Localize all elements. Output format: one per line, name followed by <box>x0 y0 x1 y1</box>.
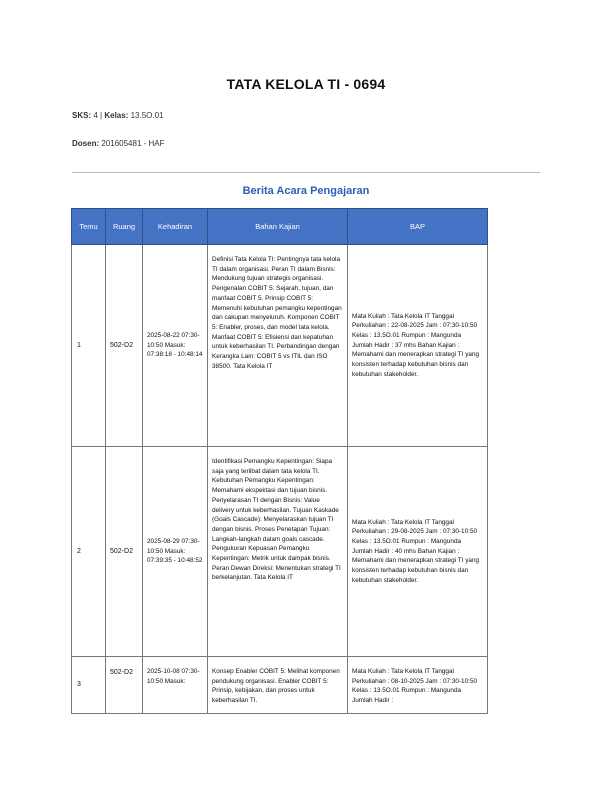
cell-bahan-kajian: Konsep Enabler COBIT 5: Melihat komponen pendukung organisasi. Enabler COBIT 5: Prinsip, kebijakan, dan proses untuk keberhasilan TI. <box>208 657 348 714</box>
course-meta <box>72 111 164 120</box>
header-kehadiran: Kehadiran <box>143 209 208 245</box>
header-bahan-kajian: Bahan Kajian <box>208 209 348 245</box>
cell-kehadiran: 2025-08-22 07:30-10:50 Masuk: 07:38:18 - 10:48:14 <box>143 245 208 447</box>
cell-bahan-kajian: Definisi Tata Kelola TI: Pentingnya tata kelola TI dalam organisasi. Peran TI dalam Bisnis: Mendukung tujuan strategis organisasi. Pengenalan COBIT 5: Sejarah, tujuan, dan manfaat COBIT 5. Prinsip COBIT 5: Memenuhi kebutuhan pemangku kepentingan dan cakupan menyeluruh. Komponen COBIT 5: Enabler, proses, dan model tata kelola. Manfaat COBIT 5: Efisiensi dan kepatuhan untuk keberhasilan TI. Perbandingan dengan Kerangka Lain: COBIT 5 vs ITIL dan ISO 38500. Tata Kelola IT <box>208 245 348 447</box>
kelas-value: 13.5O.01 <box>130 111 164 120</box>
sks-value: 4 | <box>93 111 105 120</box>
cell-ruang: 502-D2 <box>106 657 143 714</box>
document-title: TATA KELOLA TI - 0694 <box>226 76 386 92</box>
cell-temu: 1 <box>72 245 106 447</box>
sks-label: SKS: <box>72 111 92 120</box>
cell-kehadiran: 2025-08-29 07:30-10:50 Masuk: 07:39:35 - 10:48:52 <box>143 447 208 657</box>
bap-table <box>71 208 488 714</box>
cell-bap: Mata Kuliah : Tata Kelola IT Tanggal Perkuliahan : 22-08-2025 Jam : 07:30-10:50 Kelas : 13.5O.01 Rumpun : Mangunda Jumlah Hadir : 37 mhs Bahan Kajian : Memahami dan menerapkan strategi TI yang konsisten terhadap kebutuhan bisnis dan kebutuhan stakeholder. <box>348 245 488 447</box>
divider <box>72 172 540 173</box>
dosen-label: Dosen: <box>72 139 100 148</box>
cell-temu: 3 <box>72 657 106 714</box>
header-temu: Temu <box>72 209 106 245</box>
cell-ruang: 502-D2 <box>106 447 143 657</box>
cell-bahan-kajian: Identifikasi Pemangku Kepentingan: Siapa saja yang terlibat dalam tata kelola TI. Kebutuhan Pemangku Kepentingan: Memahami ekspektasi dan tujuan bisnis. Penyelarasan TI dengan Bisnis: Value delivery untuk keberhasilan. Tujuan Kaskade (Goals Cascade): Menyelaraskan tujuan TI dengan bisnis. Proses Penetapan Tujuan: Langkah-langkah dalam goals cascade. Pengukuran Kepuasan Pemangku Kepentingan: Metrik untuk dampak bisnis. Peran Dewan Direksi: Menentukan strategi TI berkelanjutan. Tata Kelola IT <box>208 447 348 657</box>
cell-temu: 2 <box>72 447 106 657</box>
cell-bap: Mata Kuliah : Tata Kelola IT Tanggal Perkuliahan : 29-08-2025 Jam : 07:30-10:50 Kelas : 13.5O.01 Rumpun : Mangunda Jumlah Hadir : 40 mhs Bahan Kajian : Memahami dan menerapkan strategi TI yang konsisten terhadap kebutuhan bisnis dan kebutuhan stakeholder. <box>348 447 488 657</box>
header-bap: BAP <box>348 209 488 245</box>
cell-kehadiran: 2025-10-08 07:30-10:50 Masuk: <box>143 657 208 714</box>
kelas-label: Kelas: <box>104 111 129 120</box>
section-title: Berita Acara Pengajaran <box>242 185 370 197</box>
table-row <box>72 447 488 657</box>
lecturer-meta <box>72 139 165 148</box>
table-row <box>72 245 488 447</box>
cell-ruang: 502-D2 <box>106 245 143 447</box>
dosen-value: 201605481 - HAF <box>101 139 165 148</box>
table-row <box>72 657 488 714</box>
header-ruang: Ruang <box>106 209 143 245</box>
cell-bap: Mata Kuliah : Tata Kelola IT Tanggal Perkuliahan : 08-10-2025 Jam : 07:30-10:50 Kelas : 13.5O.01 Rumpun : Mangunda Jumlah Hadir : <box>348 657 488 714</box>
table-header-row <box>72 209 488 245</box>
